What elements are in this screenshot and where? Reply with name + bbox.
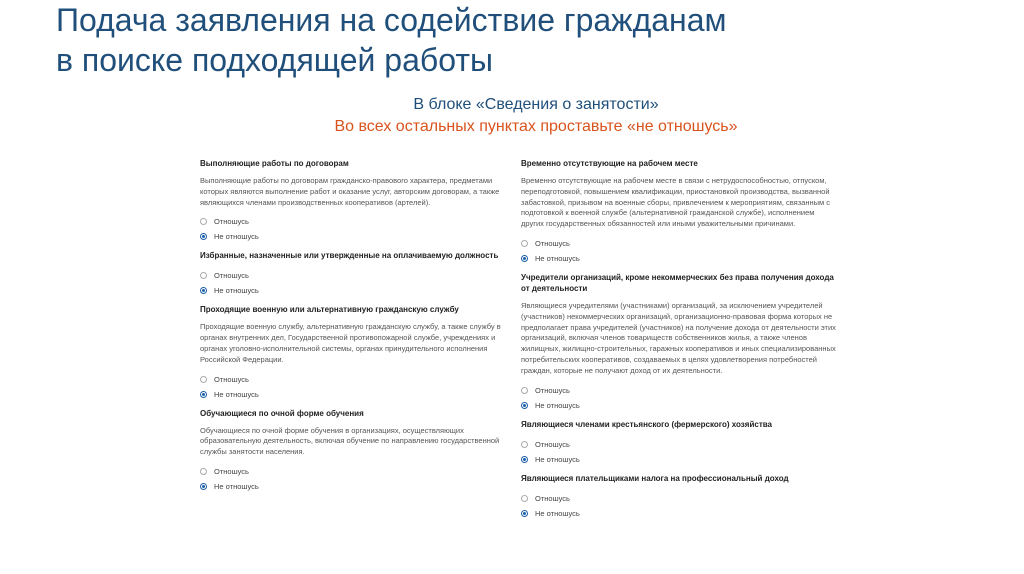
radio-button[interactable] [200,272,207,279]
slide-title-line2: в поиске подходящей работы [56,42,493,78]
radio-button[interactable] [200,468,207,475]
instruction-line1: В блоке «Сведения о занятости» [413,96,659,113]
radio-label: Отношусь [535,439,570,449]
radio-button[interactable] [200,391,207,398]
radio-button[interactable] [521,441,528,448]
question-description: Являющиеся учредителями (участниками) организаций, за исключением учредителей (участников) некоммерческих организаций, организационно-правовая форма которых не предполагает права учредителей (участников) на получение дохода от деятельности этих организаций, включая членов товариществ собственников жилья, а также членов жилищных, жилищно-строительных, гаражных кооперативов и иных специализированных потребительских кооперативов, создаваемых в целях удовлетворения потребностей граждан, которые не получают доход от их деятельности. [521,300,836,375]
question-description: Выполняющие работы по договорам гражданско-правового характера, предметами которых являются выполнение работ и оказание услуг, авторским договорам, а также являющихся членами производственных кооперативов (артелей). [200,176,500,207]
question-title: Являющиеся плательщиками налога на профессиональный доход [521,473,789,483]
radio-label: Отношусь [535,493,570,503]
radio-button[interactable] [200,376,207,383]
question-description: Проходящие военную службу, альтернативную гражданскую службу, а также службу в органах внутренних дел, Государственной противопожарной службе, учреждениях и органах уголовно-исполнительной системы, органах принудительного исполнения Российской Федерации. [200,322,501,364]
radio-button[interactable] [200,483,207,490]
question-description: Временно отсутствующие на рабочем месте в связи с нетрудоспособностью, отпуском, переподготовкой, повышением квалификации, приостановкой производства, вызванной забастовкой, призывом на военные сборы, привлечением к мероприятиям, связанным с подготовкой к военной службе (альтернативной гражданской службе), исполнением других государственных обязанностей или иными уважительными причинами. [521,176,830,229]
form-question [200,158,505,244]
radio-label: Не отношусь [214,232,259,242]
radio-option-ne-otnoshus[interactable] [521,251,839,266]
radio-option-otnoshus[interactable] [200,464,505,479]
question-title: Временно отсутствующие на рабочем месте [521,159,698,168]
question-title: Являющиеся членами крестьянского (фермерского) хозяйства [521,419,772,429]
radio-option-ne-otnoshus[interactable] [200,479,505,494]
radio-option-ne-otnoshus[interactable] [200,283,505,298]
radio-button[interactable] [200,218,207,225]
radio-option-ne-otnoshus[interactable] [521,452,839,467]
radio-option-otnoshus[interactable] [521,491,839,506]
form-question [521,158,839,266]
question-title: Обучающиеся по очной форме обучения [200,408,364,418]
slide-title-line1: Подача заявления на содействие гражданам [56,2,727,38]
radio-button[interactable] [521,240,528,247]
radio-option-otnoshus[interactable] [521,437,839,452]
radio-button[interactable] [521,255,528,262]
radio-button[interactable] [521,456,528,463]
employment-form-screenshot [196,158,846,568]
form-question [521,272,839,413]
question-title: Избранные, назначенные или утвержденные на оплачиваемую должность [200,251,499,261]
radio-label: Отношусь [535,385,570,395]
radio-label: Не отношусь [214,481,259,491]
radio-option-ne-otnoshus[interactable] [200,229,505,244]
form-question [521,473,839,521]
radio-label: Отношусь [214,374,249,384]
radio-button[interactable] [521,402,528,409]
radio-option-ne-otnoshus[interactable] [200,387,505,402]
radio-label: Не отношусь [214,389,259,399]
slide-title [56,0,956,80]
radio-option-otnoshus[interactable] [200,268,505,283]
instruction-line2: Во всех остальных пунктах проставьте «не отношусь» [334,118,738,135]
form-question [200,250,505,298]
radio-label: Не отношусь [535,253,580,263]
form-question [521,419,839,467]
radio-option-otnoshus[interactable] [521,236,839,251]
form-question [200,304,505,401]
form-question [200,408,505,494]
radio-label: Отношусь [214,271,249,281]
radio-option-ne-otnoshus[interactable] [521,506,839,521]
question-title: Проходящие военную или альтернативную гражданскую службу [200,305,459,315]
radio-option-otnoshus[interactable] [200,372,505,387]
radio-option-ne-otnoshus[interactable] [521,398,839,413]
radio-label: Отношусь [535,238,570,248]
question-description: Обучающиеся по очной форме обучения в организациях, осуществляющих образовательную деятельность, включая обучение по направлению государственной службы занятости населения. [200,425,500,457]
form-column-right [521,158,839,527]
radio-label: Не отношусь [535,508,580,518]
radio-button[interactable] [200,287,207,294]
radio-label: Не отношусь [535,400,580,410]
instruction [0,94,1024,138]
radio-button[interactable] [200,233,207,240]
radio-label: Отношусь [214,466,249,476]
radio-label: Отношусь [214,217,249,227]
radio-option-otnoshus[interactable] [521,383,839,398]
radio-button[interactable] [521,495,528,502]
radio-option-otnoshus[interactable] [200,214,505,229]
radio-button[interactable] [521,387,528,394]
question-title: Выполняющие работы по договорам [200,159,349,168]
radio-button[interactable] [521,510,528,517]
radio-label: Не отношусь [535,454,580,464]
radio-label: Не отношусь [214,286,259,296]
form-column-left [200,158,505,500]
question-title: Учредители организаций, кроме некоммерческих без права получения дохода от деятельности [521,272,834,293]
